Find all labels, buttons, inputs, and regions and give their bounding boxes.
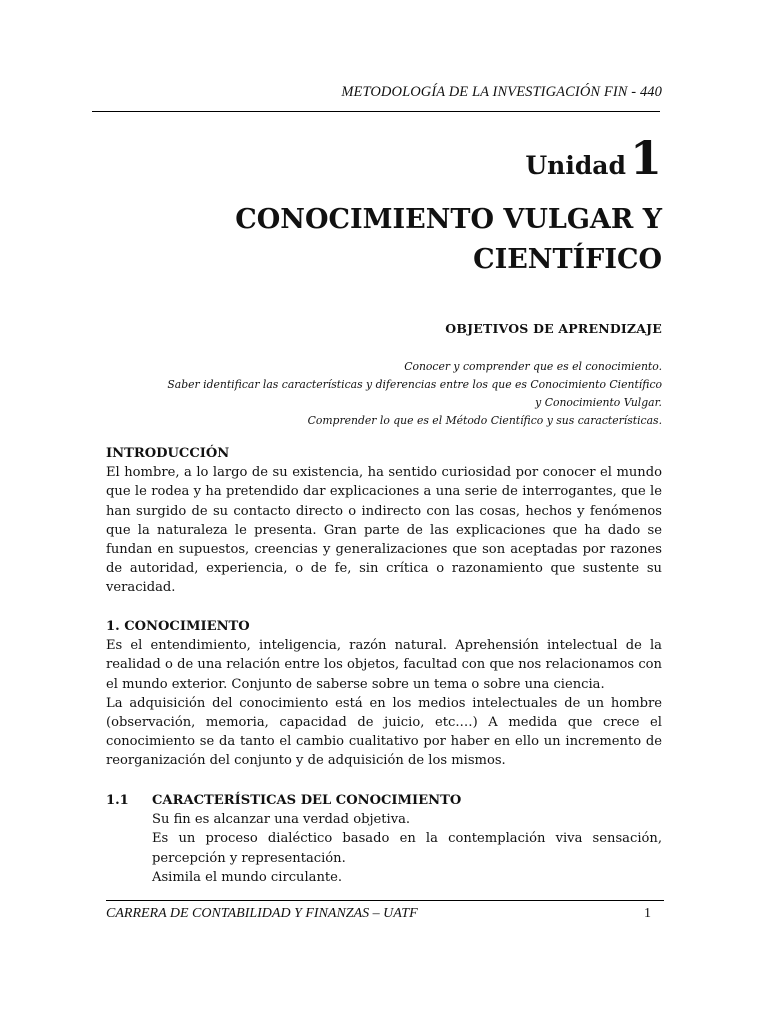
section-1-1 — [106, 791, 662, 887]
section-1-1-heading: CARACTERÍSTICAS DEL CONOCIMIENTO — [152, 793, 462, 808]
footer-institution: CARRERA DE CONTABILIDAD Y FINANZAS – UATF — [106, 906, 418, 921]
introduction-text: El hombre, a lo largo de su existencia, ha sentido curiosidad por conocer el mundo que le rodea y ha pretendido dar explicaciones a una serie de interrogantes, que le han surgido de su contacto directo o indirecto con las cosas, hechos y fenómenos que la naturaleza le presenta. Gran parte de las explicaciones que ha dado se fundan en supuestos, creencias y generalizaciones que son aceptadas por razones de autoridad, experiencia, o de fe, sin crítica o razonamiento que sustente su veracidad. — [106, 465, 662, 596]
list-item: Es un proceso dialéctico basado en la contemplación viva sensación, percepción y representación. — [152, 831, 662, 866]
unit-number: 1 — [629, 131, 662, 185]
section-1-1-heading-row — [106, 791, 662, 810]
objectives-heading: OBJETIVOS DE APRENDIZAJE — [445, 321, 662, 336]
objective-line: Comprender lo que es el Método Científico y sus características. — [307, 414, 662, 427]
running-header: METODOLOGÍA DE LA INVESTIGACIÓN FIN - 440 — [341, 84, 662, 100]
objectives-list — [167, 358, 662, 430]
section-1-paragraph-1: Es el entendimiento, inteligencia, razón natural. Aprehensión intelectual de la realidad o de una relación entre los objetos, facultad con que nos relacionamos con el mundo exterior. Conjunto de saberse sobre un tema o sobre una ciencia. — [106, 638, 662, 692]
introduction-section — [106, 444, 662, 598]
header-rule — [92, 111, 660, 112]
footer-rule — [106, 900, 664, 901]
objective-line: Saber identificar las características y diferencias entre los que es Conocimiento Científico — [167, 378, 662, 391]
list-item: Su fin es alcanzar una verdad objetiva. — [152, 812, 411, 828]
section-1-paragraph-2: La adquisición del conocimiento está en los medios intelectuales de un hombre (observación, memoria, capacidad de juicio, etc.…) A medida que crece el conocimiento se da tanto el cambio cualitativo por haber en ello un incremento de reorganización del conjunto y de adquisición de los mismos. — [106, 695, 662, 769]
unit-label — [525, 131, 662, 185]
section-1-1-number: 1.1 — [106, 793, 129, 808]
objective-line: y Conocimiento Vulgar. — [535, 396, 662, 409]
chapter-title-line-1: CONOCIMIENTO VULGAR Y — [235, 204, 662, 235]
footer — [106, 906, 651, 922]
section-1 — [106, 617, 662, 771]
unit-word: Unidad — [525, 151, 626, 180]
characteristics-list — [152, 810, 662, 887]
objective-line: Conocer y comprender que es el conocimiento. — [404, 360, 662, 373]
introduction-heading: INTRODUCCIÓN — [106, 446, 230, 461]
list-item: Asimila el mundo circulante. — [152, 869, 343, 885]
section-1-heading: 1. CONOCIMIENTO — [106, 619, 250, 634]
chapter-title-line-2: CIENTÍFICO — [473, 244, 662, 275]
chapter-title — [235, 200, 662, 280]
page-number: 1 — [644, 906, 651, 921]
